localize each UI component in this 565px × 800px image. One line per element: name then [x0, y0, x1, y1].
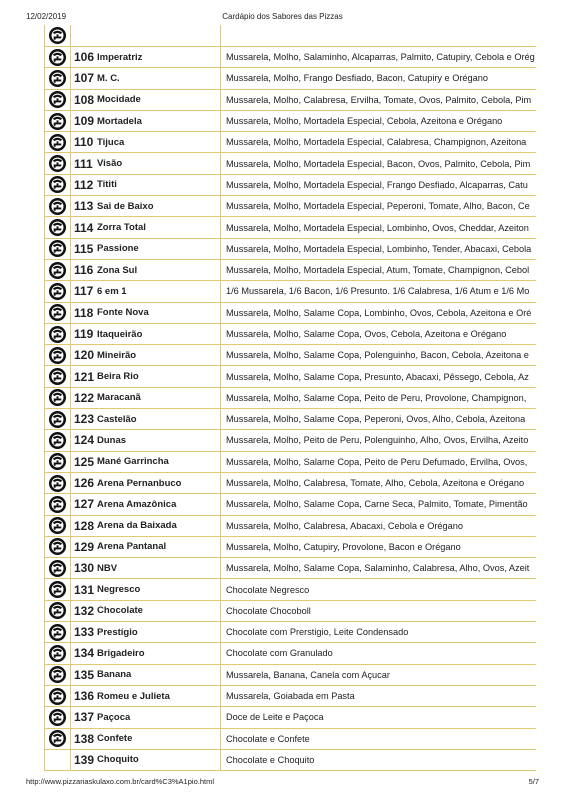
- flavor-name: Mineirão: [97, 349, 137, 361]
- pizzeria-logo-icon: [48, 90, 67, 109]
- flavor-number: 119: [74, 327, 94, 341]
- flavor-cell: [71, 729, 221, 749]
- flavor-number: 115: [74, 241, 94, 256]
- flavor-ingredients: Mussarela, Molho, Salame Copa, Lombinho, Ovos, Cebola, Azeitona e Oré: [226, 307, 532, 318]
- flavor-ingredients: Mussarela, Molho, Mortadela Especial, Frango Desfiado, Alcaparras, Catu: [226, 179, 528, 190]
- flavor-cell: [71, 537, 221, 557]
- flavor-cell: [71, 686, 221, 706]
- flavor-cell: [71, 68, 221, 88]
- row-logo: [45, 686, 71, 706]
- flavor-cell: [71, 47, 221, 67]
- flavor-cell: [71, 665, 221, 685]
- row-logo: [45, 217, 71, 237]
- flavor-ingredients: Mussarela, Molho, Calabresa, Ervilha, Tomate, Ovos, Palmito, Cebola, Pim: [226, 94, 532, 105]
- pizzeria-logo-icon: [48, 623, 67, 642]
- row-logo: [45, 707, 71, 727]
- flavor-number: 127: [74, 497, 95, 512]
- pizzeria-logo-icon: [48, 26, 67, 45]
- table-row: [45, 90, 536, 111]
- flavor-ingredients: Chocolate e Choquito: [226, 754, 315, 765]
- flavor-ingredients: Mussarela, Molho, Mortadela Especial, Lombinho, Tender, Abacaxi, Cebola: [226, 243, 532, 254]
- table-row: [45, 643, 536, 664]
- flavor-number: 124: [74, 433, 95, 448]
- flavor-ingredients: Chocolate Negresco: [226, 584, 310, 595]
- flavor-number: 121: [74, 369, 95, 384]
- table-row: [45, 260, 536, 281]
- table-row: [45, 175, 536, 196]
- table-row: [45, 579, 536, 600]
- flavor-ingredients: Mussarela, Molho, Salame Copa, Peperoni, Ovos, Alho, Cebola, Azeitona: [226, 414, 526, 425]
- row-logo: [45, 90, 71, 110]
- flavor-cell: [71, 132, 221, 152]
- flavor-name: Sai de Baixo: [97, 200, 154, 212]
- table-row: [45, 409, 536, 430]
- pizzeria-logo-icon: [48, 261, 67, 280]
- table-row: [45, 388, 536, 409]
- flavor-number: 108: [74, 92, 95, 107]
- flavor-number: 128: [74, 518, 95, 533]
- table-row: [45, 601, 536, 622]
- flavor-number: 122: [74, 390, 95, 405]
- pizza-menu-table: [44, 25, 536, 771]
- row-logo: [45, 281, 71, 301]
- pizzeria-logo-icon: [48, 303, 67, 322]
- flavor-name: Itaqueirão: [97, 328, 143, 340]
- flavor-name: Tititi: [97, 179, 117, 191]
- flavor-number: 110: [74, 135, 94, 150]
- flavor-ingredients: Mussarela, Molho, Mortadela Especial, Lombinho, Ovos, Cheddar, Azeiton: [226, 222, 529, 233]
- pizzeria-logo-icon: [48, 729, 67, 748]
- pizzeria-logo-icon: [48, 687, 67, 706]
- table-row: [45, 622, 536, 643]
- pizzeria-logo-icon: [48, 239, 67, 258]
- flavor-number: 120: [74, 348, 95, 363]
- footer-url: http://www.pizzariaskulaxo.com.br/card%C3%A1pio.html: [26, 777, 214, 786]
- flavor-number: 139: [74, 752, 95, 767]
- row-logo: [45, 345, 71, 365]
- table-row: [45, 324, 536, 345]
- flavor-ingredients: Mussarela, Molho, Salame Copa, Polenguinho, Bacon, Cebola, Azeitona e: [226, 350, 529, 361]
- flavor-name: Arena Pernanbuco: [97, 477, 182, 489]
- pizzeria-logo-icon: [48, 367, 67, 386]
- flavor-name: Dunas: [97, 434, 127, 446]
- row-logo: [45, 132, 71, 152]
- flavor-cell: [71, 622, 221, 642]
- table-row: [45, 153, 536, 174]
- flavor-cell: [71, 153, 221, 173]
- flavor-cell: [71, 601, 221, 621]
- row-logo: [45, 622, 71, 642]
- row-logo: [45, 579, 71, 599]
- pizzeria-logo-icon: [48, 69, 67, 88]
- flavor-cell: [71, 366, 221, 386]
- pizzeria-logo-icon: [48, 495, 67, 514]
- print-date: 12/02/2019: [26, 12, 67, 21]
- flavor-ingredients: Mussarela, Banana, Canela com Açucar: [226, 669, 390, 680]
- flavor-ingredients: Mussarela, Molho, Calabresa, Abacaxi, Cebola e Orégano: [226, 520, 463, 531]
- pizzeria-logo-icon: [48, 537, 67, 556]
- flavor-name: Mocidade: [97, 94, 141, 106]
- table-row: [45, 665, 536, 686]
- flavor-cell: [71, 452, 221, 472]
- flavor-ingredients: Mussarela, Molho, Mortadela Especial, Peperoni, Tomate, Alho, Bacon, Ce: [226, 201, 530, 212]
- flavor-cell: [71, 281, 221, 301]
- table-row: [45, 686, 536, 707]
- flavor-name: Choquito: [97, 754, 139, 766]
- flavor-name: Tijuca: [97, 136, 125, 148]
- flavor-ingredients: Chocolate Chocoboll: [226, 605, 311, 616]
- flavor-number: 109: [74, 114, 95, 129]
- row-logo: [45, 729, 71, 749]
- row-logo: [45, 111, 71, 131]
- row-logo: [45, 303, 71, 323]
- pizzeria-logo-icon: [48, 154, 67, 173]
- flavor-name: Maracanã: [97, 392, 141, 404]
- flavor-cell: [71, 409, 221, 429]
- pizzeria-logo-icon: [48, 388, 67, 407]
- flavor-ingredients: Mussarela, Molho, Salame Copa, Presunto, Abacaxi, Pêssego, Cebola, Az: [226, 371, 529, 382]
- row-logo: [45, 430, 71, 450]
- pizzeria-logo-icon: [48, 133, 67, 152]
- row-logo: [45, 153, 71, 173]
- page-title: Cardápio dos Sabores das Pizzas: [222, 12, 343, 21]
- table-row: [45, 366, 536, 387]
- flavor-name: Brigadeiro: [97, 647, 145, 659]
- table-row: [45, 239, 536, 260]
- table-row: [45, 473, 536, 494]
- pizzeria-logo-icon: [48, 346, 67, 365]
- table-row: [45, 217, 536, 238]
- flavor-name: Confete: [97, 733, 133, 745]
- table-row: [45, 452, 536, 473]
- flavor-number: 107: [74, 71, 95, 86]
- row-logo: [45, 643, 71, 663]
- flavor-cell: [71, 558, 221, 578]
- table-row: [45, 494, 536, 515]
- row-logo: [45, 260, 71, 280]
- table-row: [45, 345, 536, 366]
- flavor-name: Arena Amazônica: [97, 498, 177, 510]
- flavor-cell: [71, 111, 221, 131]
- flavor-name: Arena Pantanal: [97, 541, 167, 553]
- flavor-cell: [71, 90, 221, 110]
- flavor-cell: [71, 516, 221, 536]
- row-logo: [45, 558, 71, 578]
- table-row-top: [45, 25, 536, 47]
- flavor-name: Visão: [97, 158, 123, 170]
- table-row: [45, 47, 536, 68]
- table-row: [45, 111, 536, 132]
- flavor-name: Paçoca: [97, 711, 131, 723]
- flavor-name: Banana: [97, 669, 132, 681]
- flavor-name: Beira Rio: [97, 371, 139, 383]
- row-logo: [45, 25, 71, 46]
- pizzeria-logo-icon: [48, 474, 67, 493]
- pizzeria-logo-icon: [48, 218, 67, 237]
- flavor-ingredients: Mussarela, Molho, Catupiry, Provolone, Bacon e Orégano: [226, 541, 461, 552]
- flavor-ingredients: Chocolate com Prerstigio, Leite Condensado: [226, 627, 409, 638]
- flavor-number: 114: [74, 220, 94, 235]
- table-row: [45, 68, 536, 89]
- flavor-ingredients: Mussarela, Molho, Peito de Peru, Polenguinho, Alho, Ovos, Ervilha, Azeito: [226, 435, 529, 446]
- flavor-number: 117: [74, 284, 94, 299]
- flavor-number: 130: [74, 561, 95, 576]
- flavor-cell: [71, 175, 221, 195]
- flavor-name: Zorra Total: [97, 222, 146, 234]
- flavor-cell: [71, 217, 221, 237]
- pizzeria-logo-icon: [48, 112, 67, 131]
- pizzeria-logo-icon: [48, 452, 67, 471]
- pizzeria-logo-icon: [48, 197, 67, 216]
- flavor-cell: [71, 324, 221, 344]
- row-logo: [45, 665, 71, 685]
- flavor-name: Mané Garrincha: [97, 456, 169, 468]
- flavor-name: 6 em 1: [97, 285, 127, 297]
- row-logo: [45, 175, 71, 195]
- flavor-cell: [71, 707, 221, 727]
- flavor-number: 113: [74, 199, 94, 214]
- flavor-ingredients: Mussarela, Goiabada em Pasta: [226, 691, 355, 702]
- pizzeria-logo-icon: [48, 601, 67, 620]
- table-row: [45, 303, 536, 324]
- flavor-number: 138: [74, 731, 95, 746]
- flavor-name: Zona Sul: [97, 264, 138, 276]
- flavor-number: 131: [74, 582, 95, 597]
- table-row: [45, 430, 536, 451]
- flavor-cell: [71, 196, 221, 216]
- flavor-cell: [71, 303, 221, 323]
- pizzeria-logo-icon: [48, 644, 67, 663]
- flavor-name: Mortadela: [97, 115, 142, 127]
- flavor-number: 132: [74, 603, 95, 618]
- table-row: [45, 281, 536, 302]
- row-logo: [45, 68, 71, 88]
- flavor-name: Fonte Nova: [97, 307, 149, 319]
- flavor-number: 118: [74, 305, 94, 320]
- flavor-ingredients: Mussarela, Molho, Salame Copa, Ovos, Cebola, Azeitona e Orégano: [226, 329, 507, 339]
- flavor-ingredients: 1/6 Mussarela, 1/6 Bacon, 1/6 Presunto. 1/6 Calabresa, 1/6 Atum e 1/6 Mo: [226, 286, 530, 297]
- flavor-name: Passione: [97, 243, 139, 255]
- table-row: [45, 132, 536, 153]
- row-logo: [45, 750, 71, 770]
- table-row: [45, 516, 536, 537]
- flavor-number: 112: [74, 177, 94, 192]
- table-row: [45, 537, 536, 558]
- pizzeria-logo-icon: [48, 516, 67, 535]
- row-logo: [45, 409, 71, 429]
- flavor-cell: [71, 643, 221, 663]
- row-logo: [45, 452, 71, 472]
- pizzeria-logo-icon: [48, 175, 67, 194]
- flavor-name: Chocolate: [97, 605, 143, 617]
- flavor-cell: [71, 430, 221, 450]
- flavor-ingredients: Doce de Leite e Paçoca: [226, 712, 324, 723]
- flavor-ingredients: Mussarela, Molho, Calabresa, Tomate, Alho, Cebola, Azeitona e Orégano: [226, 478, 525, 489]
- flavor-ingredients: Mussarela, Molho, Mortadela Especial, Bacon, Ovos, Palmito, Cebola, Pim: [226, 158, 531, 169]
- row-logo: [45, 239, 71, 259]
- flavor-ingredients: Mussarela, Molho, Salame Copa, Salaminho, Calabresa, Alho, Ovos, Azeit: [226, 563, 530, 574]
- flavor-number: 137: [74, 710, 95, 725]
- flavor-name: M. C.: [97, 72, 120, 84]
- flavor-number: 136: [74, 689, 95, 704]
- row-logo: [45, 366, 71, 386]
- flavor-cell: [71, 260, 221, 280]
- flavor-ingredients: Mussarela, Molho, Salame Copa, Peito de Peru, Provolone, Champignon,: [226, 392, 527, 403]
- flavor-ingredients: Mussarela, Molho, Salaminho, Alcaparras, Palmito, Catupiry, Cebola e Orég: [226, 52, 535, 63]
- flavor-cell: [71, 579, 221, 599]
- flavor-name: Romeu e Julieta: [97, 690, 170, 702]
- table-row: [45, 196, 536, 217]
- pizzeria-logo-icon: [48, 580, 67, 599]
- flavor-ingredients: Chocolate com Granulado: [226, 648, 333, 659]
- flavor-number: 125: [74, 454, 95, 469]
- flavor-number: 134: [74, 646, 95, 661]
- flavor-number: 133: [74, 625, 95, 640]
- flavor-ingredients: Mussarela, Molho, Mortadela Especial, Atum, Tomate, Champignon, Cebol: [226, 265, 530, 276]
- flavor-ingredients: Mussarela, Molho, Salame Copa, Carne Seca, Palmito, Tomate, Pimentão: [226, 499, 528, 510]
- flavor-name: Imperatriz: [97, 51, 143, 63]
- flavor-ingredients: Mussarela, Molho, Frango Desfiado, Bacon, Catupiry e Orégano: [226, 73, 488, 84]
- pizzeria-logo-icon: [48, 325, 67, 344]
- flavor-cell: [71, 388, 221, 408]
- flavor-name: Arena da Baixada: [97, 520, 177, 532]
- flavor-number: 116: [74, 263, 94, 278]
- pizzeria-logo-icon: [48, 410, 67, 429]
- pizzeria-logo-icon: [48, 559, 67, 578]
- row-logo: [45, 324, 71, 344]
- row-logo: [45, 494, 71, 514]
- flavor-ingredients: Mussarela, Molho, Mortadela Especial, Calabresa, Champignon, Azeitona: [226, 137, 527, 148]
- table-row: [45, 750, 536, 771]
- row-logo: [45, 516, 71, 536]
- flavor-ingredients: Mussarela, Molho, Mortadela Especial, Cebola, Azeitona e Orégano: [226, 116, 503, 127]
- pizzeria-logo-icon: [48, 48, 67, 67]
- flavor-name: Negresco: [97, 584, 141, 596]
- table-row: [45, 558, 536, 579]
- pizzeria-logo-icon: [48, 282, 67, 301]
- row-logo: [45, 196, 71, 216]
- flavor-cell: [71, 494, 221, 514]
- flavor-ingredients: Chocolate e Confete: [226, 733, 310, 744]
- row-logo: [45, 388, 71, 408]
- pizzeria-logo-icon: [48, 431, 67, 450]
- flavor-name: Castelão: [97, 413, 137, 425]
- pizzeria-logo-icon: [48, 708, 67, 727]
- flavor-name: NBV: [97, 562, 118, 574]
- flavor-cell: [71, 345, 221, 365]
- flavor-number: 111: [74, 156, 93, 171]
- flavor-number: 135: [74, 667, 95, 682]
- row-logo: [45, 601, 71, 621]
- table-row: [45, 729, 536, 750]
- flavor-cell: [71, 473, 221, 493]
- page-number: 5/7: [528, 777, 539, 786]
- flavor-name: Prestígio: [97, 626, 138, 638]
- flavor-number: 106: [74, 50, 95, 65]
- flavor-number: 126: [74, 476, 95, 491]
- row-logo: [45, 473, 71, 493]
- flavor-number: 129: [74, 539, 95, 554]
- flavor-ingredients: Mussarela, Molho, Salame Copa, Peito de Peru Defumado, Ervilha, Ovos,: [226, 456, 528, 467]
- flavor-cell: [71, 750, 221, 770]
- pizzeria-logo-icon: [48, 665, 67, 684]
- row-logo: [45, 47, 71, 67]
- table-row: [45, 707, 536, 728]
- flavor-number: 123: [74, 412, 95, 427]
- flavor-cell: [71, 239, 221, 259]
- row-logo: [45, 537, 71, 557]
